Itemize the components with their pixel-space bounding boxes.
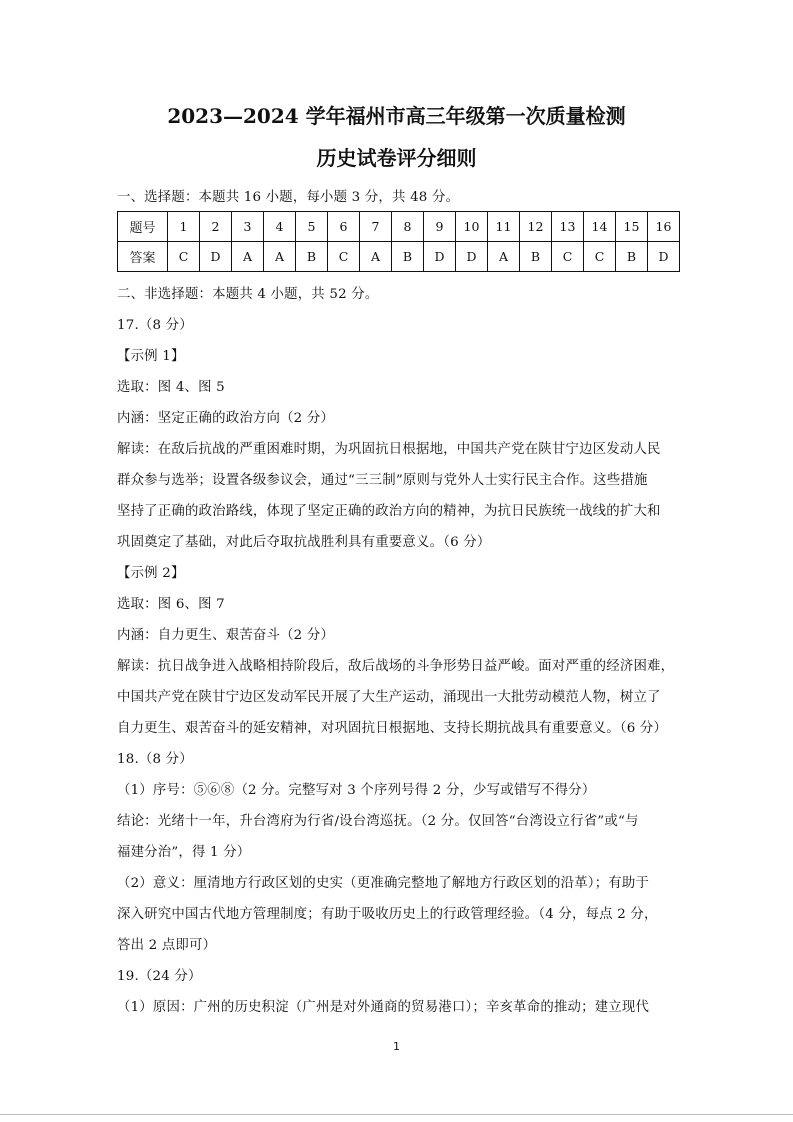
text-line: 解读：在敌后抗战的严重困难时期，为巩固抗日根据地，中国共产党在陕甘宁边区发动人民 xyxy=(117,442,661,457)
page-bottom-divider xyxy=(0,1114,793,1115)
text-line: 内涵：坚定正确的政治方向（2 分） xyxy=(117,411,335,426)
document-subtitle: 历史试卷评分细则 xyxy=(316,146,477,170)
answer-cell: A xyxy=(360,242,392,272)
text-line: 【示例 1】 xyxy=(117,349,185,364)
text-line: 解读：抗日战争进入战略相持阶段后，敌后战场的斗争形势日益严峻。面对严重的经济困难， xyxy=(117,659,675,674)
text-line: 内涵：自力更生、艰苦奋斗（2 分） xyxy=(117,628,335,643)
question-number: 16 xyxy=(648,212,680,242)
text-line: 答出 2 点即可） xyxy=(117,938,217,953)
answer-table xyxy=(117,211,680,272)
document-title: 2023—2024 学年福州市高三年级第一次质量检测 xyxy=(167,104,626,128)
text-line: （1）原因：广州的历史积淀（广州是对外通商的贸易港口）；辛亥革命的推动；建立现代 xyxy=(117,1000,650,1015)
text-line: 二、非选择题：本题共 4 小题，共 52 分。 xyxy=(117,287,379,302)
table-header-question: 题号 xyxy=(118,212,168,242)
text-line: 中国共产党在陕甘宁边区发动军民开展了大生产运动，涌现出一大批劳动模范人物，树立了 xyxy=(117,690,661,705)
text-line: 【示例 2】 xyxy=(117,566,185,581)
answer-cell: D xyxy=(424,242,456,272)
text-line: 福建分治”，得 1 分） xyxy=(117,845,251,860)
answer-cell: B xyxy=(392,242,424,272)
question-number: 3 xyxy=(232,212,264,242)
answer-cell: A xyxy=(488,242,520,272)
answer-cell: C xyxy=(552,242,584,272)
text-line: 选取：图 4、图 5 xyxy=(117,380,225,395)
question-number: 5 xyxy=(296,212,328,242)
question-number: 11 xyxy=(488,212,520,242)
question-number: 12 xyxy=(520,212,552,242)
text-line: （2）意义：厘清地方行政区划的史实（更准确完整地了解地方行政区划的沿革）；有助于 xyxy=(117,876,650,891)
question-number: 9 xyxy=(424,212,456,242)
answer-cell: D xyxy=(200,242,232,272)
text-line: 结论：光绪十一年，升台湾府为行省/设台湾巡抚。（2 分。仅回答“台湾设立行省”或“与 xyxy=(117,814,639,829)
question-number: 6 xyxy=(328,212,360,242)
table-header-answer: 答案 xyxy=(118,242,168,272)
question-number: 14 xyxy=(584,212,616,242)
section-heading: 一、选择题：本题共 16 小题，每小题 3 分，共 48 分。 xyxy=(117,190,460,205)
answer-cell: D xyxy=(456,242,488,272)
answer-cell: D xyxy=(648,242,680,272)
question-number: 7 xyxy=(360,212,392,242)
question-number: 2 xyxy=(200,212,232,242)
answer-cell: C xyxy=(584,242,616,272)
question-number: 8 xyxy=(392,212,424,242)
question-number: 4 xyxy=(264,212,296,242)
text-line: 18.（8 分） xyxy=(117,752,193,767)
text-line: （1）序号：⑤⑥⑧（2 分。完整写对 3 个序列号得 2 分，少写或错写不得分） xyxy=(117,783,596,798)
answer-cell: A xyxy=(232,242,264,272)
text-line: 坚持了正确的政治路线，体现了坚定正确的政治方向的精神，为抗日民族统一战线的扩大和 xyxy=(117,504,661,519)
text-line: 17.（8 分） xyxy=(117,318,193,333)
answer-cell: C xyxy=(168,242,200,272)
answer-cell: B xyxy=(616,242,648,272)
text-line: 群众参与选举；设置各级参议会，通过“三三制”原则与党外人士实行民主合作。这些措施 xyxy=(117,473,648,488)
answer-cell: B xyxy=(296,242,328,272)
answer-cell: B xyxy=(520,242,552,272)
question-number: 10 xyxy=(456,212,488,242)
question-number: 1 xyxy=(168,212,200,242)
question-number: 15 xyxy=(616,212,648,242)
text-line: 深入研究中国古代地方管理制度；有助于吸收历史上的行政管理经验。（4 分，每点 2 分， xyxy=(117,907,658,922)
page-number: 1 xyxy=(393,1040,400,1053)
text-line: 选取：图 6、图 7 xyxy=(117,597,225,612)
question-number: 13 xyxy=(552,212,584,242)
answer-cell: C xyxy=(328,242,360,272)
text-line: 巩固奠定了基础，对此后夺取抗战胜利具有重要意义。（6 分） xyxy=(117,535,491,550)
answer-cell: A xyxy=(264,242,296,272)
text-line: 19.（24 分） xyxy=(117,969,202,984)
text-line: 自力更生、艰苦奋斗的延安精神，对巩固抗日根据地、支持长期抗战具有重要意义。（6 分） xyxy=(117,721,668,736)
